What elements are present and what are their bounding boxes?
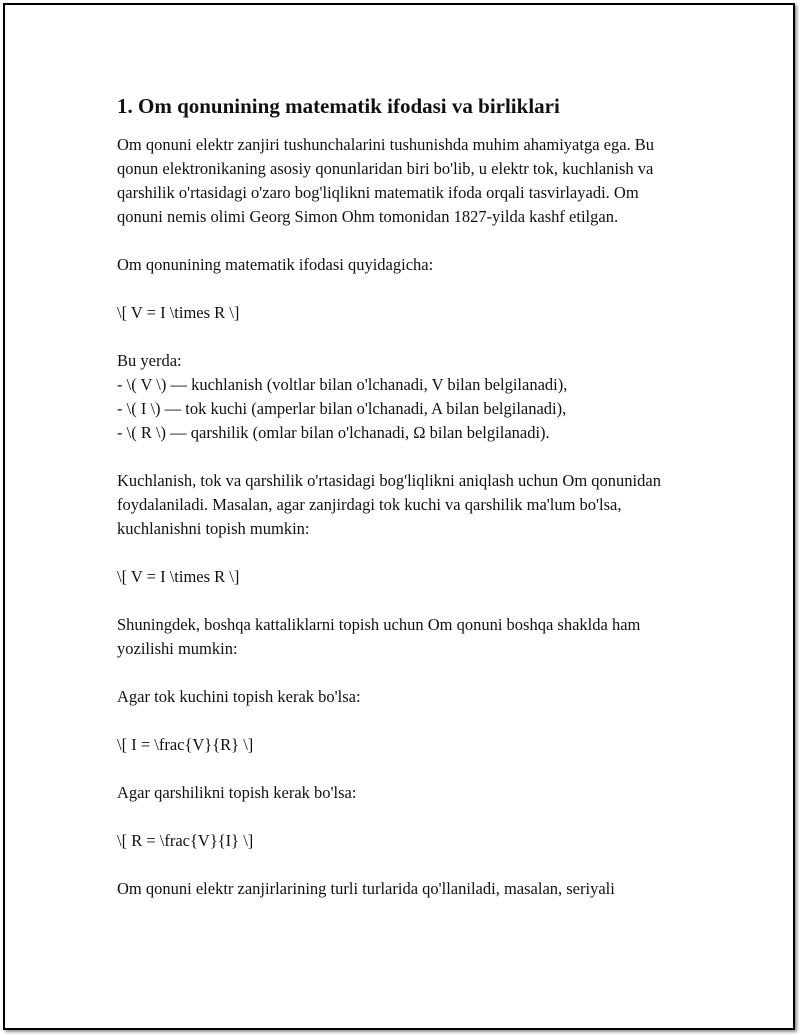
- applications-paragraph: Om qonuni elektr zanjirlarining turli turlarida qo'llaniladi, masalan, seriyali: [117, 879, 615, 898]
- other-forms-paragraph: Shuningdek, boshqa kattaliklarni topish uchun Om qonuni boshqa shaklda ham yozilishi mumkin:: [117, 615, 641, 658]
- list-item-voltage: - \( V \) — kuchlanish (voltlar bilan o'lchanadi, V bilan belgilanadi),: [117, 375, 568, 394]
- resistance-intro-paragraph: Agar qarshilikni topish kerak bo'lsa:: [117, 783, 357, 802]
- intro-paragraph: Om qonuni elektr zanjiri tushunchalarini tushunishda muhim ahamiyatga ega. Bu qonun elektronikaning asosiy qonunlaridan biri bo'lib, u elektr tok, kuchlanish va qarshilik o'rtasidagi o'zaro bog'liqlikni matematik ifoda orqali tasvirlayadi. Om qonuni nemis olimi Georg Simon Ohm tomonidan 1827-yilda kashf etilgan.: [117, 135, 655, 226]
- formula-intro-paragraph: Om qonunining matematik ifodasi quyidagicha:: [117, 255, 434, 274]
- formula-current: \[ I = \frac{V}{R} \]: [117, 735, 254, 754]
- list-item-current: - \( I \) — tok kuchi (amperlar bilan o'lchanadi, A bilan belgilanadi),: [117, 399, 567, 418]
- formula-voltage: \[ V = I \times R \]: [117, 567, 240, 586]
- variable-definitions: [117, 349, 677, 445]
- list-intro: Bu yerda:: [117, 351, 182, 370]
- formula-ohms-law: \[ V = I \times R \]: [117, 303, 240, 322]
- relationship-paragraph: Kuchlanish, tok va qarshilik o'rtasidagi bog'liqlikni aniqlash uchun Om qonunidan foydalaniladi. Masalan, agar zanjirdagi tok kuchi va qarshilik ma'lum bo'lsa, kuchlanishni topish mumkin:: [117, 471, 661, 538]
- document-body: [117, 92, 677, 925]
- formula-resistance: \[ R = \frac{V}{I} \]: [117, 831, 254, 850]
- list-item-resistance: - \( R \) — qarshilik (omlar bilan o'lchanadi, Ω bilan belgilanadi).: [117, 423, 550, 442]
- section-heading: 1. Om qonunining matematik ifodasi va birliklari: [117, 94, 560, 118]
- current-intro-paragraph: Agar tok kuchini topish kerak bo'lsa:: [117, 687, 361, 706]
